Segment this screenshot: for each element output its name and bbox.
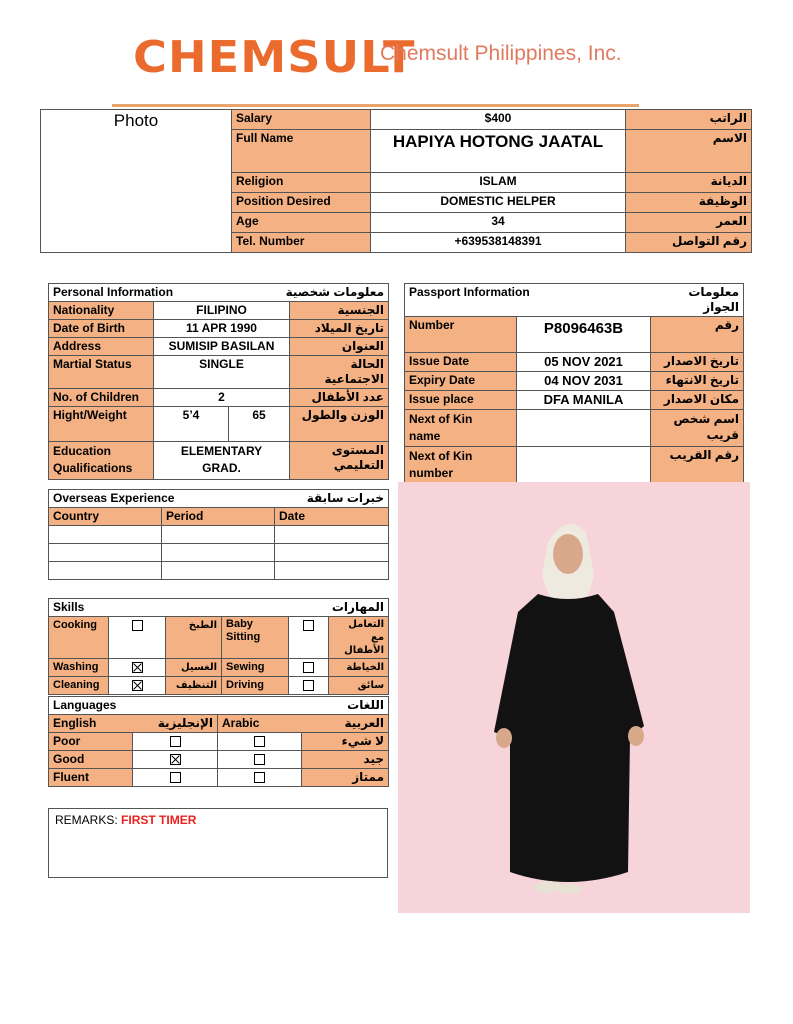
- children-value: 2: [154, 389, 290, 407]
- fullname-label-ar: الاسم: [626, 130, 752, 173]
- children-label-ar: عدد الأطفال: [290, 389, 389, 407]
- nationality-label: Nationality: [49, 302, 154, 320]
- education-value: ELEMENTARY GRAD.: [154, 442, 290, 480]
- dob-label: Date of Birth: [49, 320, 154, 338]
- remarks-value: FIRST TIMER: [121, 813, 197, 827]
- cooking-checkbox[interactable]: [109, 617, 166, 659]
- education-label: Education Qualifications: [49, 442, 154, 480]
- passport-info-table: [404, 283, 744, 484]
- issue-place-label: Issue place: [405, 391, 517, 410]
- english-fluent-checkbox[interactable]: [133, 769, 218, 787]
- kin-name-label-ar: اسم شخص قريب: [651, 410, 744, 447]
- height-weight-label-ar: الوزن والطول: [290, 407, 389, 442]
- photo-label: Photo: [113, 111, 159, 130]
- fluent-label-ar: ممتاز: [302, 769, 389, 787]
- dob-value: 11 APR 1990: [154, 320, 290, 338]
- company-name: Chemsult Philippines, Inc.: [380, 42, 622, 65]
- weight-value: 65: [229, 407, 290, 442]
- height-value: 5’4: [154, 407, 229, 442]
- issue-place-value: DFA MANILA: [517, 391, 651, 410]
- fullname-label: Full Name: [232, 130, 371, 173]
- driving-label-ar: سائق: [329, 677, 389, 695]
- nationality-value: FILIPINO: [154, 302, 290, 320]
- remarks-box: [48, 808, 388, 878]
- poor-label: Poor: [49, 733, 133, 751]
- skills-title-ar: المهارات: [222, 599, 389, 617]
- position-label-ar: الوظيفة: [626, 193, 752, 213]
- passport-number-value: P8096463B: [517, 317, 651, 353]
- washing-checkbox[interactable]: [109, 659, 166, 677]
- tel-label: Tel. Number: [232, 233, 371, 253]
- personal-info-title-ar: معلومات شخصية: [229, 284, 389, 302]
- salary-label-ar: الراتب: [626, 110, 752, 130]
- passport-info-title: Passport Information: [405, 284, 651, 317]
- issue-place-label-ar: مكان الاصدار: [651, 391, 744, 410]
- arabic-label: Arabic: [218, 715, 302, 733]
- english-label: English: [49, 715, 133, 733]
- english-poor-checkbox[interactable]: [133, 733, 218, 751]
- table-row: [49, 562, 389, 580]
- english-label-ar: الإنجليزية: [133, 715, 218, 733]
- remarks-label: REMARKS:: [55, 813, 118, 827]
- position-value: DOMESTIC HELPER: [371, 193, 626, 213]
- good-label: Good: [49, 751, 133, 769]
- passport-number-label: Number: [405, 317, 517, 353]
- kin-name-label: Next of Kin name: [405, 410, 517, 447]
- cooking-label-ar: الطبخ: [166, 617, 222, 659]
- cooking-label: Cooking: [49, 617, 109, 659]
- salary-value: $400: [371, 110, 626, 130]
- company-logo: CHEMSULT: [133, 32, 416, 83]
- arabic-poor-checkbox[interactable]: [218, 733, 302, 751]
- height-weight-label: Hight/Weight: [49, 407, 154, 442]
- sewing-checkbox[interactable]: [289, 659, 329, 677]
- expiry-date-value: 04 NOV 2031: [517, 372, 651, 391]
- table-row: [49, 526, 389, 544]
- marital-label: Martial Status: [49, 356, 154, 389]
- tel-value: +639538148391: [371, 233, 626, 253]
- fullname-value: HAPIYA HOTONG JAATAL: [371, 130, 626, 173]
- kin-number-label: Next of Kin number: [405, 447, 517, 484]
- position-label: Position Desired: [232, 193, 371, 213]
- arabic-fluent-checkbox[interactable]: [218, 769, 302, 787]
- table-row: [49, 544, 389, 562]
- main-info-table: [40, 109, 752, 253]
- children-label: No. of Children: [49, 389, 154, 407]
- kin-name-value: [517, 410, 651, 447]
- applicant-figure: [398, 482, 750, 913]
- arabic-good-checkbox[interactable]: [218, 751, 302, 769]
- nationality-label-ar: الجنسية: [290, 302, 389, 320]
- driving-checkbox[interactable]: [289, 677, 329, 695]
- address-label: Address: [49, 338, 154, 356]
- languages-table: [48, 696, 389, 787]
- address-value: SUMISIP BASILAN: [154, 338, 290, 356]
- overseas-title-ar: خبرات سابقة: [275, 490, 389, 508]
- fluent-label: Fluent: [49, 769, 133, 787]
- overseas-experience-table: [48, 489, 389, 580]
- applicant-photo: [398, 482, 750, 913]
- personal-info-table: [48, 283, 389, 480]
- marital-label-ar: الحالة الاجتماعية: [290, 356, 389, 389]
- driving-label: Driving: [222, 677, 289, 695]
- passport-info-title-ar: معلومات الجواز: [651, 284, 744, 317]
- age-value: 34: [371, 213, 626, 233]
- issue-date-label-ar: تاريخ الاصدار: [651, 353, 744, 372]
- expiry-date-label-ar: تاريخ الانتهاء: [651, 372, 744, 391]
- overseas-col-period: Period: [162, 508, 275, 526]
- marital-value: SINGLE: [154, 356, 290, 389]
- education-label-ar: المستوى التعليمي: [290, 442, 389, 480]
- personal-info-title: Personal Information: [49, 284, 229, 302]
- cleaning-label: Cleaning: [49, 677, 109, 695]
- address-label-ar: العنوان: [290, 338, 389, 356]
- overseas-col-country: Country: [49, 508, 162, 526]
- languages-title-ar: اللغات: [218, 697, 389, 715]
- good-label-ar: جيد: [302, 751, 389, 769]
- baby-sitting-checkbox[interactable]: [289, 617, 329, 659]
- expiry-date-label: Expiry Date: [405, 372, 517, 391]
- photo-box: [41, 110, 232, 253]
- age-label-ar: العمر: [626, 213, 752, 233]
- cleaning-checkbox[interactable]: [109, 677, 166, 695]
- salary-label: Salary: [232, 110, 371, 130]
- overseas-col-date: Date: [275, 508, 389, 526]
- sewing-label: Sewing: [222, 659, 289, 677]
- tel-label-ar: رقم التواصل: [626, 233, 752, 253]
- baby-sitting-label: Baby Sitting: [222, 617, 289, 659]
- issue-date-label: Issue Date: [405, 353, 517, 372]
- languages-title: Languages: [49, 697, 218, 715]
- sewing-label-ar: الخياطة: [329, 659, 389, 677]
- passport-number-label-ar: رقم: [651, 317, 744, 353]
- age-label: Age: [232, 213, 371, 233]
- baby-sitting-label-ar: التعامل مع الأطفال: [329, 617, 389, 659]
- washing-label-ar: الغسيل: [166, 659, 222, 677]
- religion-value: ISLAM: [371, 173, 626, 193]
- issue-date-value: 05 NOV 2021: [517, 353, 651, 372]
- english-good-checkbox[interactable]: [133, 751, 218, 769]
- header-divider: [112, 104, 639, 107]
- religion-label: Religion: [232, 173, 371, 193]
- washing-label: Washing: [49, 659, 109, 677]
- skills-table: [48, 598, 389, 695]
- overseas-title: Overseas Experience: [49, 490, 275, 508]
- cleaning-label-ar: التنظيف: [166, 677, 222, 695]
- religion-label-ar: الديانة: [626, 173, 752, 193]
- kin-number-value: [517, 447, 651, 484]
- kin-number-label-ar: رقم القريب: [651, 447, 744, 484]
- poor-label-ar: لا شيء: [302, 733, 389, 751]
- dob-label-ar: تاريخ الميلاد: [290, 320, 389, 338]
- arabic-label-ar: العربية: [302, 715, 389, 733]
- skills-title: Skills: [49, 599, 222, 617]
